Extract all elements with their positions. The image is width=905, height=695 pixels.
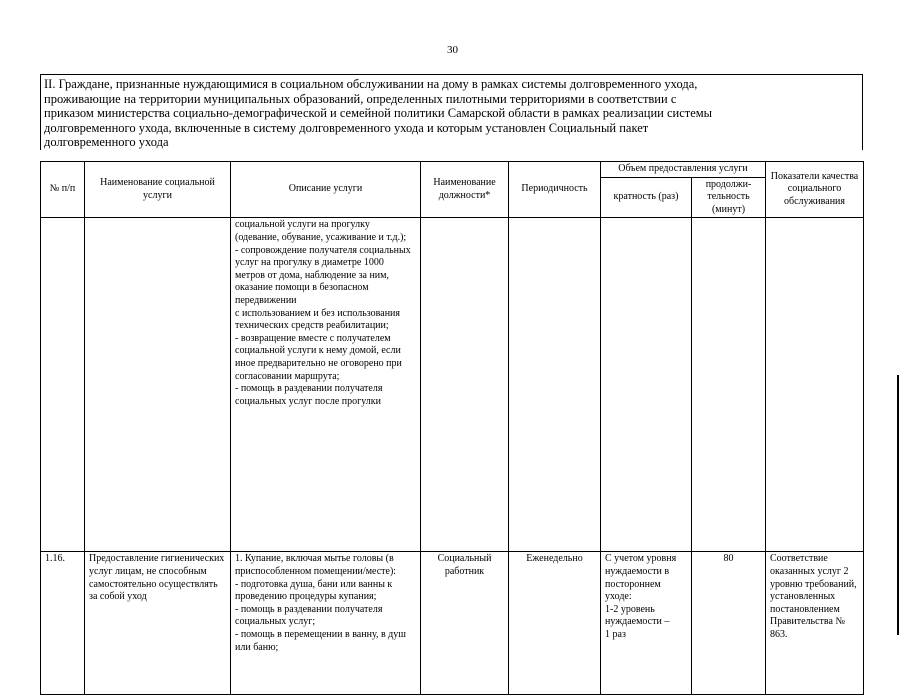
- quality-cell: Соответствие оказанных услуг 2 уровню требований, установленных постановлением Правительства № 863.: [766, 552, 864, 695]
- service-name-cell: Предоставление гигиенических услуг лицам, не способным самостоятельно осуществлять за собой уход: [85, 552, 231, 695]
- section-heading: [40, 74, 863, 150]
- description-cell: социальной услуги на прогулку (одевание, обувание, усаживание и т.д.); - сопровождение получателя социальных услуг на прогулку в диаметре 1000 метров от дома, наблюдение за ним, оказание помощи в безопасном передвижении с использованием и без использования технических средств реабилитации; - возвращение вместе с получателем социальной услуги к нему домой, если иное предварительно не оговорено при согласовании маршрута; - помощь в раздевании получателя социальных услуг после прогулки: [231, 218, 421, 552]
- heading-line: II. Граждане, признанные нуждающимися в социальном обслуживании на дому в рамках системы долговременного ухода,: [44, 77, 698, 91]
- header-service-name: Наименование социальной услуги: [85, 162, 231, 218]
- services-table: [40, 161, 864, 695]
- header-num: № п/п: [41, 162, 85, 218]
- page-number: 30: [447, 44, 458, 56]
- row-number: 1.16.: [41, 552, 85, 695]
- heading-line: приказом министерства социально-демографической и семейной политики Самарской области в рамках реализации системы: [44, 106, 713, 121]
- frequency-cell: С учетом уровня нуждаемости в постороннем уходе: 1-2 уровень нуждаемости – 1 раз: [601, 552, 692, 695]
- description-cell: 1. Купание, включая мытье головы (в приспособленном помещении/месте): - подготовка душа, бани или ванны к проведению процедуры купания; - помощь в раздевании получателя социальных услуг; - помощь в перемещении в ванну, в душ или баню;: [231, 552, 421, 695]
- header-periodicity: Периодичность: [509, 162, 601, 218]
- scan-edge-line: [897, 375, 899, 635]
- table-row: [41, 552, 864, 695]
- header-position: Наименование должности*: [421, 162, 509, 218]
- header-quality: Показатели качества социального обслуживания: [766, 162, 864, 218]
- position-cell: Социальный работник: [421, 552, 509, 695]
- header-duration: продолжи-тельность (минут): [692, 177, 766, 218]
- duration-cell: 80: [692, 552, 766, 695]
- periodicity-cell: Еженедельно: [509, 552, 601, 695]
- header-description: Описание услуги: [231, 162, 421, 218]
- heading-line: долговременного ухода: [44, 135, 169, 150]
- header-volume-group: Объем предоставления услуги: [601, 162, 766, 178]
- heading-line: долговременного ухода, включенные в систему долговременного ухода и которым установлен Социальный пакет: [44, 120, 649, 135]
- heading-line: проживающие на территории муниципальных образований, определенных пилотными территориями в соответствии с: [44, 91, 677, 106]
- table-header-row: [41, 162, 864, 178]
- table-row: [41, 218, 864, 552]
- header-frequency: кратность (раз): [601, 177, 692, 218]
